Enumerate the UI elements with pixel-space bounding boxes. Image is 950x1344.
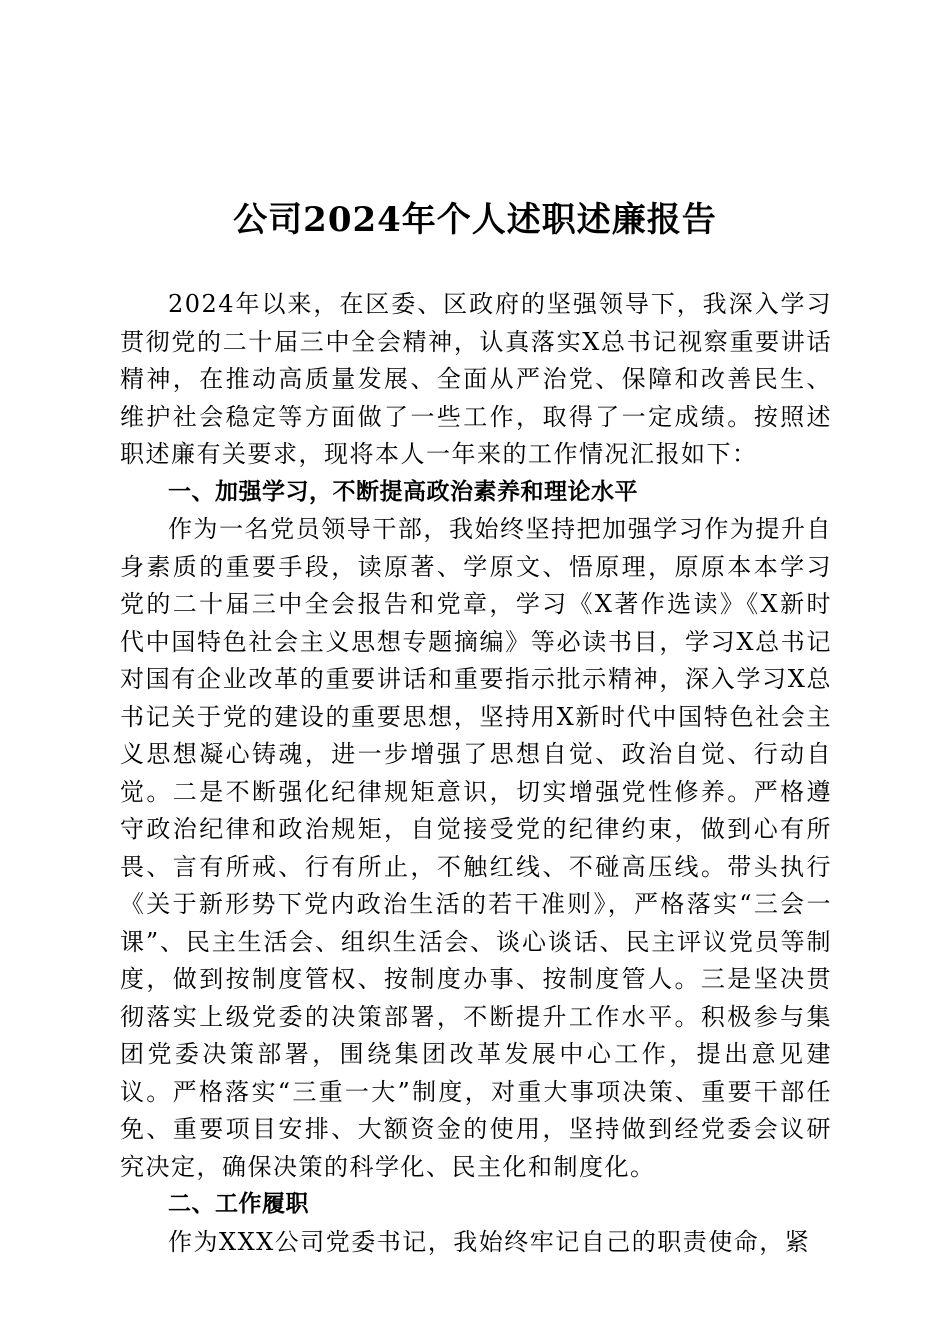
section-1-heading: 一、加强学习，不断提高政治素养和理论水平 xyxy=(168,478,638,505)
document-title: 公司2024年个人述职述廉报告 xyxy=(233,200,717,240)
document-body xyxy=(120,286,832,1261)
intro-paragraph: 2024年以来，在区委、区政府的坚强领导下，我深入学习贯彻党的二十届三中全会精神，认真落实X总书记视察重要讲话精神，在推动高质量发展、全面从严治党、保障和改善民生、维护社会稳定等方面做了一些工作，取得了一定成绩。按照述职述廉有关要求，现将本人一年来的工作情况汇报如下： xyxy=(120,290,832,468)
section-2-paragraph: 作为XXX公司党委书记，我始终牢记自己的职责使命，紧 xyxy=(168,1227,811,1256)
section-2-heading: 二、工作履职 xyxy=(168,1191,309,1217)
section-1-paragraph: 作为一名党员领导干部，我始终坚持把加强学习作为提升自身素质的重要手段，读原著、学原文、悟原理，原原本本学习党的二十届三中全会报告和党章，学习《X著作选读》《X新时代中国特色社会主义思想专题摘编》等必读书目，学习X总书记对国有企业改革的重要讲话和重要指示批示精神，深入学习X总书记关于党的建设的重要思想，坚持用X新时代中国特色社会主义思想凝心铸魂，进一步增强了思想自觉、政治自觉、行动自觉。二是不断强化纪律规矩意识，切实增强党性修养。严格遵守政治纪律和政治规矩，自觉接受党的纪律约束，做到心有所畏、言有所戒、行有所止，不触红线、不碰高压线。带头执行《关于新形势下党内政治生活的若干准则》，严格落实“三会一课”、民主生活会、组织生活会、谈心谈话、民主评议党员等制度，做到按制度管权、按制度办事、按制度管人。三是坚决贯彻落实上级党委的决策部署，不断提升工作水平。积极参与集团党委决策部署，围绕集团改革发展中心工作，提出意见建议。严格落实“三重一大”制度，对重大事项决策、重要干部任免、重要项目安排、大额资金的使用，坚持做到经党委会议研究决定，确保决策的科学化、民主化和制度化。 xyxy=(120,515,832,1181)
